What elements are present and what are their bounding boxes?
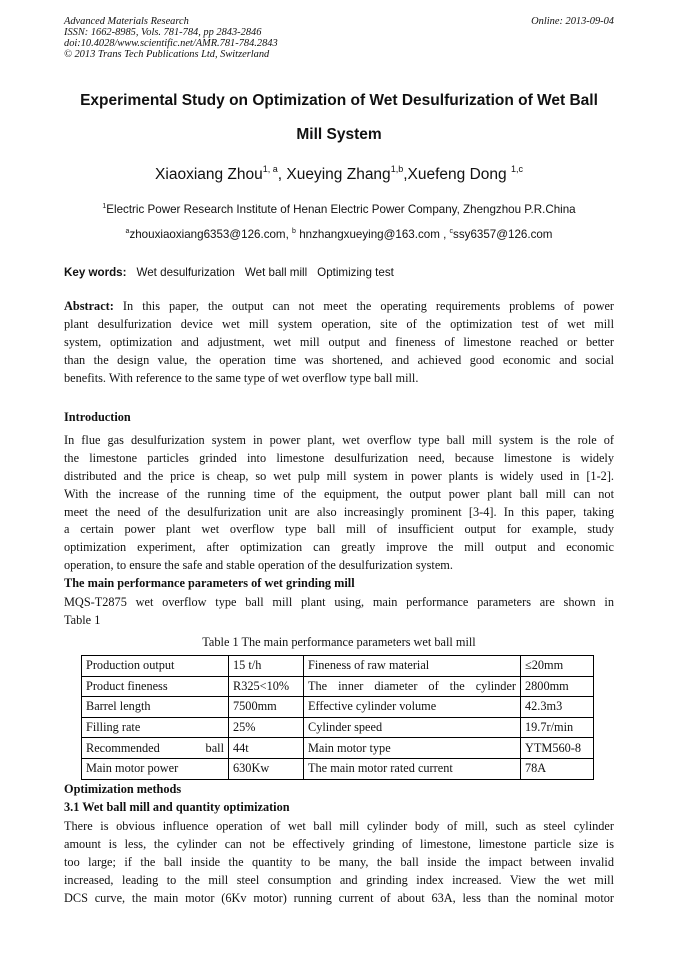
- table-cell: 78A: [521, 758, 594, 779]
- table-cell: The inner diameter of the cylinder: [304, 676, 521, 697]
- keyword: Wet desulfurization: [136, 266, 235, 279]
- journal-name: Advanced Materials Research: [64, 16, 189, 27]
- table-cell: Barrel length: [82, 697, 229, 718]
- table-cell: 15 t/h: [229, 656, 304, 677]
- email-list: $^a$zhouxiaoxiang6353@126.com, $^b$ hnzhangxueying@163.com , $^c$ssy6357@126.com: [125, 228, 553, 241]
- table-cell: 630Kw: [229, 758, 304, 779]
- author-name: Xiaoxiang Zhou: [155, 166, 263, 183]
- table-row: [82, 717, 594, 738]
- abstract-text: In this paper, the output can not meet the operating requirements problems of power: [122, 299, 614, 313]
- keyword: Wet ball mill: [244, 266, 308, 279]
- body-line: meet the need of the desulfurization unit are also increasingly prominent [3-4]. In this paper, taking: [64, 504, 614, 519]
- body-line: a certain power plant wet overflow type ball mill of insufficient output for example, study: [64, 522, 614, 537]
- table-cell: Main motor type: [304, 738, 521, 759]
- body-line: DCS curve, the main motor (6Kv motor) running current of about 63A, less than the nominal motor: [64, 890, 614, 905]
- introduction-body: [64, 432, 614, 575]
- doi-line: doi:10.4028/www.scientific.net/AMR.781-784.2843: [64, 38, 278, 49]
- body-line: There is obvious influence operation of wet ball mill cylinder body of mill, such as steel cylinder: [64, 819, 614, 833]
- body-line: With the increase of the running time of the equipment, the output power plant ball mill can not: [64, 486, 614, 501]
- body-line: too large; if the ball inside the quantity to be many, the ball inside the impact between invalid: [64, 854, 614, 869]
- email-address[interactable]: zhouxiaoxiang6353@126.com: [129, 228, 286, 241]
- copyright-line: © 2013 Trans Tech Publications Ltd, Switzerland: [64, 49, 270, 60]
- paper-title-line-1: Experimental Study on Optimization of Wet Desulfurization of Wet Ball: [80, 92, 598, 109]
- subsection-heading: 3.1 Wet ball mill and quantity optimization: [64, 800, 290, 814]
- author-separator: ,: [277, 166, 287, 183]
- table-cell: YTM560-8: [521, 738, 594, 759]
- table-row: [82, 697, 594, 718]
- body-line: Table 1: [64, 612, 101, 627]
- body-line: increased, leading to the mill steel consumption and grinding index increased. View the wet mill: [64, 872, 614, 887]
- table-cell: 7500mm: [229, 697, 304, 718]
- table-row: [82, 676, 594, 697]
- keyword: Optimizing test: [317, 266, 394, 279]
- abstract-line: system, optimization and adjustment, wet mill output and fineness of limestone reached or better: [64, 334, 614, 349]
- table-caption: Table 1 The main performance parameters wet ball mill: [202, 635, 476, 649]
- table-cell: The main motor rated current: [304, 758, 521, 779]
- table-cell: 19.7r/min: [521, 717, 594, 738]
- table-cell: 44t: [229, 738, 304, 759]
- author-affiliation-mark: 1, a: [262, 164, 278, 174]
- table-row: [82, 758, 594, 779]
- author-list: [0, 166, 678, 184]
- body-line: optimization experiment, after optimization can greatly improve the mill output and economic: [64, 540, 614, 555]
- affiliation-mark: 1: [102, 203, 107, 210]
- email-address[interactable]: ssy6357@126.com: [453, 228, 553, 241]
- author-affiliation-mark: 1,c: [510, 164, 523, 174]
- table-cell: ≤20mm: [521, 656, 594, 677]
- author-name: Xueying Zhang: [286, 166, 391, 183]
- abstract-line: [64, 298, 614, 316]
- abstract-line: benefits. With reference to the same type of wet overflow type ball mill.: [64, 370, 419, 385]
- table-row: [82, 738, 594, 759]
- abstract: [64, 298, 614, 387]
- table-cell: 25%: [229, 717, 304, 738]
- email-address[interactable]: hnzhangxueying@163.com: [299, 228, 440, 241]
- keywords: [64, 266, 394, 279]
- section-heading-performance: The main performance parameters of wet grinding mill: [64, 576, 355, 590]
- body-line: the limestone particles grinded into limestone desulfurization need, because limestone is widely: [64, 450, 614, 465]
- methods-body: [64, 818, 614, 907]
- email-mark: b: [292, 228, 296, 235]
- abstract-line: plant desulfurization device wet mill system operation, site of the optimization test of wet mill: [64, 316, 614, 331]
- issn-line: ISSN: 1662-8985, Vols. 781-784, pp 2843-2846: [64, 27, 262, 38]
- paper-title-line-2: Mill System: [296, 126, 382, 143]
- table-cell: Filling rate: [82, 717, 229, 738]
- affiliation-text: Electric Power Research Institute of Henan Electric Power Company, Zhengzhou P.R.China: [106, 203, 576, 216]
- keywords-label: Key words:: [64, 266, 127, 279]
- table-cell: Fineness of raw material: [304, 656, 521, 677]
- table-cell: Cylinder speed: [304, 717, 521, 738]
- table-cell: Effective cylinder volume: [304, 697, 521, 718]
- table-cell: Main motor power: [82, 758, 229, 779]
- table-cell: Recommended ball: [82, 738, 229, 759]
- body-line: In flue gas desulfurization system in power plant, wet overflow type ball mill system is the role of: [64, 433, 614, 447]
- online-date: Online: 2013-09-04: [531, 16, 614, 27]
- table-cell: Product fineness: [82, 676, 229, 697]
- author-separator: ,: [403, 166, 408, 183]
- table-cell: 42.3m3: [521, 697, 594, 718]
- abstract-label: Abstract:: [64, 299, 114, 313]
- performance-body: [64, 594, 614, 630]
- section-heading-methods: Optimization methods: [64, 782, 182, 796]
- email-mark: a: [125, 228, 130, 235]
- body-line: MQS-T2875 wet overflow type ball mill plant using, main performance parameters are shown in: [64, 595, 614, 609]
- affiliation: [0, 203, 678, 216]
- table-cell: R325<10%: [229, 676, 304, 697]
- author-affiliation-mark: 1,b: [390, 164, 404, 174]
- email-mark: c: [449, 228, 454, 235]
- table-row: [82, 656, 594, 677]
- body-line: amount is less, the cylinder can not be effectively grinding of limestone, limestone particle size is: [64, 836, 614, 851]
- author-name: Xuefeng Dong: [407, 166, 507, 183]
- section-heading-introduction: Introduction: [64, 410, 131, 424]
- performance-table: [81, 655, 594, 780]
- running-header: [64, 16, 278, 60]
- abstract-line: than the design value, the operation time was shortened, and achieved good economic and social: [64, 352, 614, 367]
- body-line: operation, to ensure the safe and stable operation of the desulfurization system.: [64, 558, 453, 573]
- table-cell: Production output: [82, 656, 229, 677]
- body-line: distributed and the price is cheap, so wet pulp mill system in power plants is widely used in [1-2].: [64, 468, 614, 483]
- table-cell: 2800mm: [521, 676, 594, 697]
